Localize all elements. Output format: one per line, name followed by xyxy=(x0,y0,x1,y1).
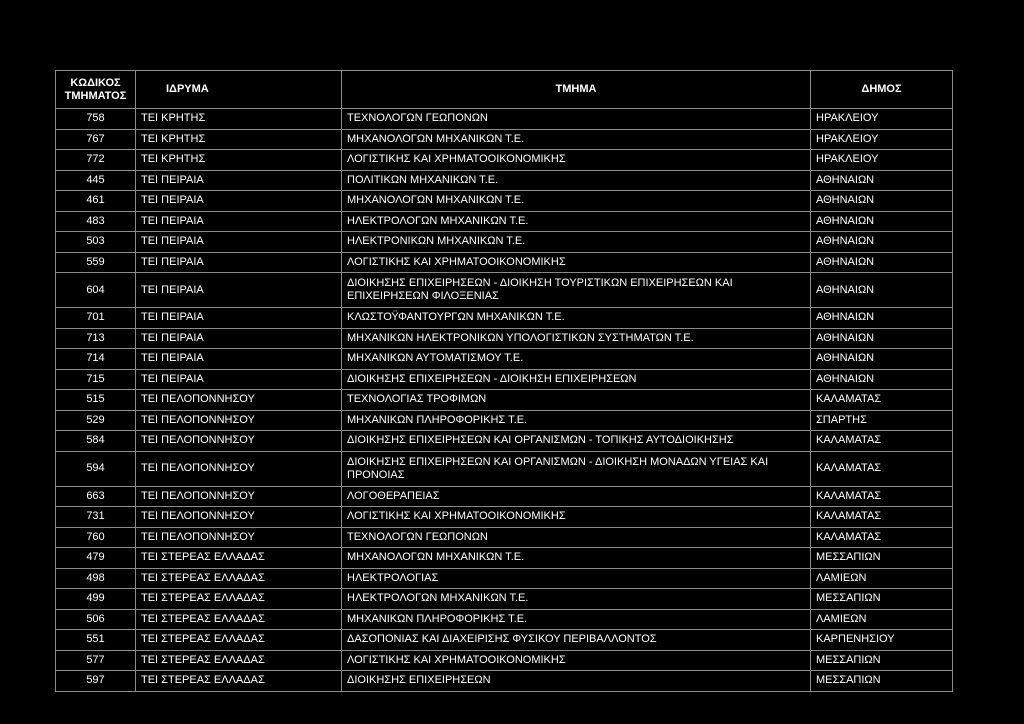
cell-municipality: ΚΑΛΑΜΑΤΑΣ xyxy=(811,486,953,507)
cell-department: ΛΟΓΙΣΤΙΚΗΣ ΚΑΙ ΧΡΗΜΑΤΟΟΙΚΟΝΟΜΙΚΗΣ xyxy=(342,650,811,671)
cell-institution: ΤΕΙ ΠΕΛΟΠΟΝΝΗΣΟΥ xyxy=(136,390,342,411)
cell-institution: ΤΕΙ ΣΤΕΡΕΑΣ ΕΛΛΑΔΑΣ xyxy=(136,671,342,692)
cell-department: ΚΛΩΣΤΟΫΦΑΝΤΟΥΡΓΩΝ ΜΗΧΑΝΙΚΩΝ Τ.Ε. xyxy=(342,308,811,329)
cell-municipality: ΚΑΛΑΜΑΤΑΣ xyxy=(811,451,953,486)
cell-code: 503 xyxy=(56,232,136,253)
table-row xyxy=(56,211,953,232)
cell-department: ΤΕΧΝΟΛΟΓΩΝ ΓΕΩΠΟΝΩΝ xyxy=(342,527,811,548)
cell-institution: ΤΕΙ ΠΕΙΡΑΙΑ xyxy=(136,328,342,349)
cell-department: ΗΛΕΚΤΡΟΛΟΓΩΝ ΜΗΧΑΝΙΚΩΝ Τ.Ε. xyxy=(342,211,811,232)
cell-department: ΔΙΟΙΚΗΣΗΣ ΕΠΙΧΕΙΡΗΣΕΩΝ - ΔΙΟΙΚΗΣΗ ΕΠΙΧΕΙΡΗΣΕΩΝ xyxy=(342,369,811,390)
cell-code: 760 xyxy=(56,527,136,548)
table-row xyxy=(56,410,953,431)
cell-code: 772 xyxy=(56,150,136,171)
cell-municipality: ΣΠΑΡΤΗΣ xyxy=(811,410,953,431)
table-row xyxy=(56,273,953,308)
cell-department: ΤΕΧΝΟΛΟΓΙΑΣ ΤΡΟΦΙΜΩΝ xyxy=(342,390,811,411)
cell-municipality: ΑΘΗΝΑΙΩΝ xyxy=(811,211,953,232)
table-row xyxy=(56,232,953,253)
cell-institution: ΤΕΙ ΣΤΕΡΕΑΣ ΕΛΛΑΔΑΣ xyxy=(136,589,342,610)
cell-code: 551 xyxy=(56,630,136,651)
cell-code: 713 xyxy=(56,328,136,349)
cell-department: ΔΙΟΙΚΗΣΗΣ ΕΠΙΧΕΙΡΗΣΕΩΝ xyxy=(342,671,811,692)
table-body xyxy=(56,109,953,692)
cell-code: 499 xyxy=(56,589,136,610)
cell-institution: ΤΕΙ ΠΕΙΡΑΙΑ xyxy=(136,308,342,329)
cell-municipality: ΚΑΛΑΜΑΤΑΣ xyxy=(811,390,953,411)
cell-code: 479 xyxy=(56,548,136,569)
cell-municipality: ΑΘΗΝΑΙΩΝ xyxy=(811,308,953,329)
cell-municipality: ΛΑΜΙΕΩΝ xyxy=(811,568,953,589)
cell-institution: ΤΕΙ ΠΕΙΡΑΙΑ xyxy=(136,170,342,191)
table-row xyxy=(56,451,953,486)
cell-code: 604 xyxy=(56,273,136,308)
cell-municipality: ΑΘΗΝΑΙΩΝ xyxy=(811,170,953,191)
cell-institution: ΤΕΙ ΠΕΛΟΠΟΝΝΗΣΟΥ xyxy=(136,527,342,548)
cell-municipality: ΑΘΗΝΑΙΩΝ xyxy=(811,191,953,212)
table-row xyxy=(56,671,953,692)
cell-municipality: ΑΘΗΝΑΙΩΝ xyxy=(811,273,953,308)
cell-department: ΛΟΓΙΣΤΙΚΗΣ ΚΑΙ ΧΡΗΜΑΤΟΟΙΚΟΝΟΜΙΚΗΣ xyxy=(342,507,811,528)
cell-department: ΛΟΓΟΘΕΡΑΠΕΙΑΣ xyxy=(342,486,811,507)
table-row xyxy=(56,390,953,411)
cell-department: ΗΛΕΚΤΡΟΛΟΓΙΑΣ xyxy=(342,568,811,589)
cell-institution: ΤΕΙ ΠΕΛΟΠΟΝΝΗΣΟΥ xyxy=(136,507,342,528)
cell-municipality: ΜΕΣΣΑΠΙΩΝ xyxy=(811,589,953,610)
cell-department: ΜΗΧΑΝΙΚΩΝ ΠΛΗΡΟΦΟΡΙΚΗΣ Τ.Ε. xyxy=(342,609,811,630)
cell-institution: ΤΕΙ ΠΕΙΡΑΙΑ xyxy=(136,369,342,390)
cell-institution: ΤΕΙ ΠΕΙΡΑΙΑ xyxy=(136,211,342,232)
departments-table xyxy=(55,70,953,692)
cell-institution: ΤΕΙ ΠΕΙΡΑΙΑ xyxy=(136,349,342,370)
cell-department: ΗΛΕΚΤΡΟΝΙΚΩΝ ΜΗΧΑΝΙΚΩΝ Τ.Ε. xyxy=(342,232,811,253)
table-row xyxy=(56,369,953,390)
cell-code: 584 xyxy=(56,431,136,452)
cell-department: ΜΗΧΑΝΟΛΟΓΩΝ ΜΗΧΑΝΙΚΩΝ Τ.Ε. xyxy=(342,129,811,150)
cell-institution: ΤΕΙ ΠΕΛΟΠΟΝΝΗΣΟΥ xyxy=(136,410,342,431)
table-header-row xyxy=(56,71,953,109)
header-institution: ΙΔΡΥΜΑ xyxy=(136,71,342,109)
cell-institution: ΤΕΙ ΠΕΙΡΑΙΑ xyxy=(136,232,342,253)
cell-code: 559 xyxy=(56,252,136,273)
table-row xyxy=(56,527,953,548)
table-row xyxy=(56,191,953,212)
cell-department: ΜΗΧΑΝΙΚΩΝ ΠΛΗΡΟΦΟΡΙΚΗΣ Τ.Ε. xyxy=(342,410,811,431)
cell-municipality: ΚΑΡΠΕΝΗΣΙΟΥ xyxy=(811,630,953,651)
cell-code: 577 xyxy=(56,650,136,671)
header-municipality: ΔΗΜΟΣ xyxy=(811,71,953,109)
cell-code: 483 xyxy=(56,211,136,232)
table-row xyxy=(56,252,953,273)
cell-municipality: ΑΘΗΝΑΙΩΝ xyxy=(811,328,953,349)
cell-municipality: ΑΘΗΝΑΙΩΝ xyxy=(811,232,953,253)
cell-code: 758 xyxy=(56,109,136,130)
cell-department: ΔΙΟΙΚΗΣΗΣ ΕΠΙΧΕΙΡΗΣΕΩΝ - ΔΙΟΙΚΗΣΗ ΤΟΥΡΙΣΤΙΚΩΝ ΕΠΙΧΕΙΡΗΣΕΩΝ ΚΑΙ ΕΠΙΧΕΙΡΗΣΕΩΝ ΦΙΛΟΞΕΝΙΑΣ xyxy=(342,273,811,308)
cell-department: ΔΑΣΟΠΟΝΙΑΣ ΚΑΙ ΔΙΑΧΕΙΡΙΣΗΣ ΦΥΣΙΚΟΥ ΠΕΡΙΒΑΛΛΟΝΤΟΣ xyxy=(342,630,811,651)
cell-department: ΜΗΧΑΝΙΚΩΝ ΗΛΕΚΤΡΟΝΙΚΩΝ ΥΠΟΛΟΓΙΣΤΙΚΩΝ ΣΥΣΤΗΜΑΤΩΝ Τ.Ε. xyxy=(342,328,811,349)
cell-code: 498 xyxy=(56,568,136,589)
cell-department: ΛΟΓΙΣΤΙΚΗΣ ΚΑΙ ΧΡΗΜΑΤΟΟΙΚΟΝΟΜΙΚΗΣ xyxy=(342,150,811,171)
cell-code: 515 xyxy=(56,390,136,411)
cell-institution: ΤΕΙ ΣΤΕΡΕΑΣ ΕΛΛΑΔΑΣ xyxy=(136,548,342,569)
cell-institution: ΤΕΙ ΠΕΙΡΑΙΑ xyxy=(136,273,342,308)
cell-department: ΛΟΓΙΣΤΙΚΗΣ ΚΑΙ ΧΡΗΜΑΤΟΟΙΚΟΝΟΜΙΚΗΣ xyxy=(342,252,811,273)
cell-municipality: ΜΕΣΣΑΠΙΩΝ xyxy=(811,548,953,569)
cell-institution: ΤΕΙ ΠΕΙΡΑΙΑ xyxy=(136,191,342,212)
cell-institution: ΤΕΙ ΚΡΗΤΗΣ xyxy=(136,129,342,150)
table-row xyxy=(56,568,953,589)
cell-municipality: ΑΘΗΝΑΙΩΝ xyxy=(811,369,953,390)
table-row xyxy=(56,150,953,171)
cell-department: ΠΟΛΙΤΙΚΩΝ ΜΗΧΑΝΙΚΩΝ Τ.Ε. xyxy=(342,170,811,191)
cell-institution: ΤΕΙ ΚΡΗΤΗΣ xyxy=(136,150,342,171)
cell-department: ΜΗΧΑΝΟΛΟΓΩΝ ΜΗΧΑΝΙΚΩΝ Τ.Ε. xyxy=(342,191,811,212)
table-row xyxy=(56,650,953,671)
cell-code: 506 xyxy=(56,609,136,630)
cell-code: 445 xyxy=(56,170,136,191)
cell-municipality: ΚΑΛΑΜΑΤΑΣ xyxy=(811,431,953,452)
cell-code: 594 xyxy=(56,451,136,486)
cell-municipality: ΜΕΣΣΑΠΙΩΝ xyxy=(811,650,953,671)
header-department: ΤΜΗΜΑ xyxy=(342,71,811,109)
cell-municipality: ΗΡΑΚΛΕΙΟΥ xyxy=(811,150,953,171)
cell-municipality: ΑΘΗΝΑΙΩΝ xyxy=(811,252,953,273)
cell-institution: ΤΕΙ ΚΡΗΤΗΣ xyxy=(136,109,342,130)
cell-department: ΜΗΧΑΝΟΛΟΓΩΝ ΜΗΧΑΝΙΚΩΝ Τ.Ε. xyxy=(342,548,811,569)
cell-municipality: ΚΑΛΑΜΑΤΑΣ xyxy=(811,507,953,528)
table-row xyxy=(56,609,953,630)
cell-institution: ΤΕΙ ΠΕΛΟΠΟΝΝΗΣΟΥ xyxy=(136,431,342,452)
table-row xyxy=(56,507,953,528)
cell-institution: ΤΕΙ ΣΤΕΡΕΑΣ ΕΛΛΑΔΑΣ xyxy=(136,630,342,651)
table-row xyxy=(56,170,953,191)
cell-code: 714 xyxy=(56,349,136,370)
cell-municipality: ΚΑΛΑΜΑΤΑΣ xyxy=(811,527,953,548)
cell-institution: ΤΕΙ ΠΕΙΡΑΙΑ xyxy=(136,252,342,273)
table-row xyxy=(56,431,953,452)
cell-code: 701 xyxy=(56,308,136,329)
header-code: ΚΩΔΙΚΟΣ ΤΜΗΜΑΤΟΣ xyxy=(56,71,136,109)
cell-institution: ΤΕΙ ΠΕΛΟΠΟΝΝΗΣΟΥ xyxy=(136,451,342,486)
cell-department: ΜΗΧΑΝΙΚΩΝ ΑΥΤΟΜΑΤΙΣΜΟΥ Τ.Ε. xyxy=(342,349,811,370)
cell-institution: ΤΕΙ ΠΕΛΟΠΟΝΝΗΣΟΥ xyxy=(136,486,342,507)
table-row xyxy=(56,630,953,651)
cell-code: 767 xyxy=(56,129,136,150)
cell-code: 461 xyxy=(56,191,136,212)
table-row xyxy=(56,328,953,349)
cell-department: ΔΙΟΙΚΗΣΗΣ ΕΠΙΧΕΙΡΗΣΕΩΝ ΚΑΙ ΟΡΓΑΝΙΣΜΩΝ - ΔΙΟΙΚΗΣΗ ΜΟΝΑΔΩΝ ΥΓΕΙΑΣ ΚΑΙ ΠΡΟΝΟΙΑΣ xyxy=(342,451,811,486)
cell-institution: ΤΕΙ ΣΤΕΡΕΑΣ ΕΛΛΑΔΑΣ xyxy=(136,650,342,671)
cell-code: 663 xyxy=(56,486,136,507)
cell-code: 529 xyxy=(56,410,136,431)
cell-municipality: ΗΡΑΚΛΕΙΟΥ xyxy=(811,129,953,150)
cell-institution: ΤΕΙ ΣΤΕΡΕΑΣ ΕΛΛΑΔΑΣ xyxy=(136,609,342,630)
table-row xyxy=(56,129,953,150)
cell-municipality: ΑΘΗΝΑΙΩΝ xyxy=(811,349,953,370)
cell-municipality: ΛΑΜΙΕΩΝ xyxy=(811,609,953,630)
table-row xyxy=(56,109,953,130)
cell-department: ΔΙΟΙΚΗΣΗΣ ΕΠΙΧΕΙΡΗΣΕΩΝ ΚΑΙ ΟΡΓΑΝΙΣΜΩΝ - ΤΟΠΙΚΗΣ ΑΥΤΟΔΙΟΙΚΗΣΗΣ xyxy=(342,431,811,452)
cell-code: 597 xyxy=(56,671,136,692)
cell-code: 731 xyxy=(56,507,136,528)
table-row xyxy=(56,308,953,329)
cell-institution: ΤΕΙ ΣΤΕΡΕΑΣ ΕΛΛΑΔΑΣ xyxy=(136,568,342,589)
table-row xyxy=(56,589,953,610)
cell-department: ΗΛΕΚΤΡΟΛΟΓΩΝ ΜΗΧΑΝΙΚΩΝ Τ.Ε. xyxy=(342,589,811,610)
cell-code: 715 xyxy=(56,369,136,390)
cell-municipality: ΗΡΑΚΛΕΙΟΥ xyxy=(811,109,953,130)
table-row xyxy=(56,486,953,507)
table-row xyxy=(56,349,953,370)
cell-municipality: ΜΕΣΣΑΠΙΩΝ xyxy=(811,671,953,692)
table-row xyxy=(56,548,953,569)
cell-department: ΤΕΧΝΟΛΟΓΩΝ ΓΕΩΠΟΝΩΝ xyxy=(342,109,811,130)
